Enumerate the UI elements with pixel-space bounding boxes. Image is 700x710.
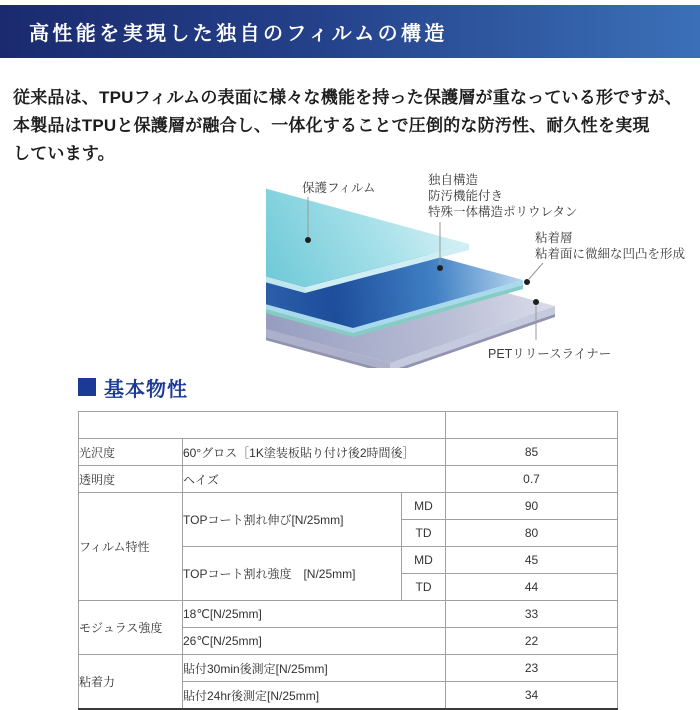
unique-structure-label-line2: 防汚機能付き: [428, 189, 504, 203]
unique-structure-dot: [437, 265, 443, 271]
page-title: 高性能を実現した独自のフィルムの構造: [29, 23, 448, 45]
page-banner: [0, 5, 700, 58]
category-cell: フィルム特性: [79, 493, 183, 601]
value-cell: 85: [446, 439, 618, 466]
diagonal-header-cell: [79, 412, 446, 439]
test-cell: 貼付30min後測定[N/25mm]: [183, 655, 446, 682]
value-cell: 22: [446, 628, 618, 655]
table-row: [79, 655, 618, 682]
category-cell: 光沢度: [79, 439, 183, 466]
test-cell: 18℃[N/25mm]: [183, 601, 446, 628]
unique-structure-label-line1: 独自構造: [428, 173, 479, 187]
protective-film-left-face: [0, 178, 305, 293]
square-bullet-icon: [78, 378, 96, 396]
liner-label: PETリリースライナー: [488, 347, 612, 361]
intro-line-2: 本製品はTPUと保護層が融合し、一体化することで圧倒的な防汚性、耐久性を実現: [13, 116, 650, 135]
unique-structure-label-line3: 特殊一体構造ポリウレタン: [428, 205, 578, 219]
test-cell: 貼付24hr後測定[N/25mm]: [183, 682, 446, 710]
section-heading: [78, 375, 700, 399]
liner-dot: [533, 299, 539, 305]
value-cell: 90: [446, 493, 618, 520]
category-cell: 粘着力: [79, 655, 183, 710]
category-cell: モジュラス強度: [79, 601, 183, 655]
direction-cell: MD: [402, 547, 446, 574]
direction-cell: MD: [402, 493, 446, 520]
test-cell: TOPコート割れ伸び[N/25mm]: [183, 493, 402, 547]
value-cell: 80: [446, 520, 618, 547]
value-cell: 34: [446, 682, 618, 710]
section-heading-text: 基本物性: [104, 378, 188, 401]
test-cell: TOPコート割れ強度 [N/25mm]: [183, 547, 402, 601]
test-cell: ヘイズ: [183, 466, 446, 493]
table-row: [79, 466, 618, 493]
table-row: [79, 601, 618, 628]
value-cell: 33: [446, 601, 618, 628]
value-cell: 23: [446, 655, 618, 682]
adhesive-dot: [524, 279, 530, 285]
test-cell: 26℃[N/25mm]: [183, 628, 446, 655]
table-row: [79, 439, 618, 466]
table-row: [79, 493, 618, 520]
category-cell: 透明度: [79, 466, 183, 493]
direction-cell: TD: [402, 520, 446, 547]
film-structure-diagram: [0, 168, 700, 368]
protective-film-label: 保護フィルム: [302, 181, 376, 195]
adhesive-label-line1: 粘着層: [535, 231, 573, 245]
adhesive-leader-line: [529, 263, 543, 279]
value-cell: 0.7: [446, 466, 618, 493]
properties-table-wrapper: [78, 411, 700, 710]
properties-table: [78, 411, 618, 710]
product-column-header: ECHELON Headlight PPF: [446, 412, 618, 439]
direction-cell: TD: [402, 574, 446, 601]
intro-line-3: しています。: [13, 144, 115, 163]
value-cell: 44: [446, 574, 618, 601]
adhesive-label-line2: 粘着面に微細な凹凸を形成: [535, 247, 686, 261]
value-cell: 45: [446, 547, 618, 574]
intro-line-1: 従来品は、TPUフィルムの表面に様々な機能を持った保護層が重なっている形ですが、: [13, 88, 682, 107]
protective-film-dot: [305, 237, 311, 243]
intro-paragraph: [13, 84, 690, 168]
test-cell: 60°グロス［1K塗装板貼り付け後2時間後］: [183, 439, 446, 466]
table-header-row: [79, 412, 618, 439]
